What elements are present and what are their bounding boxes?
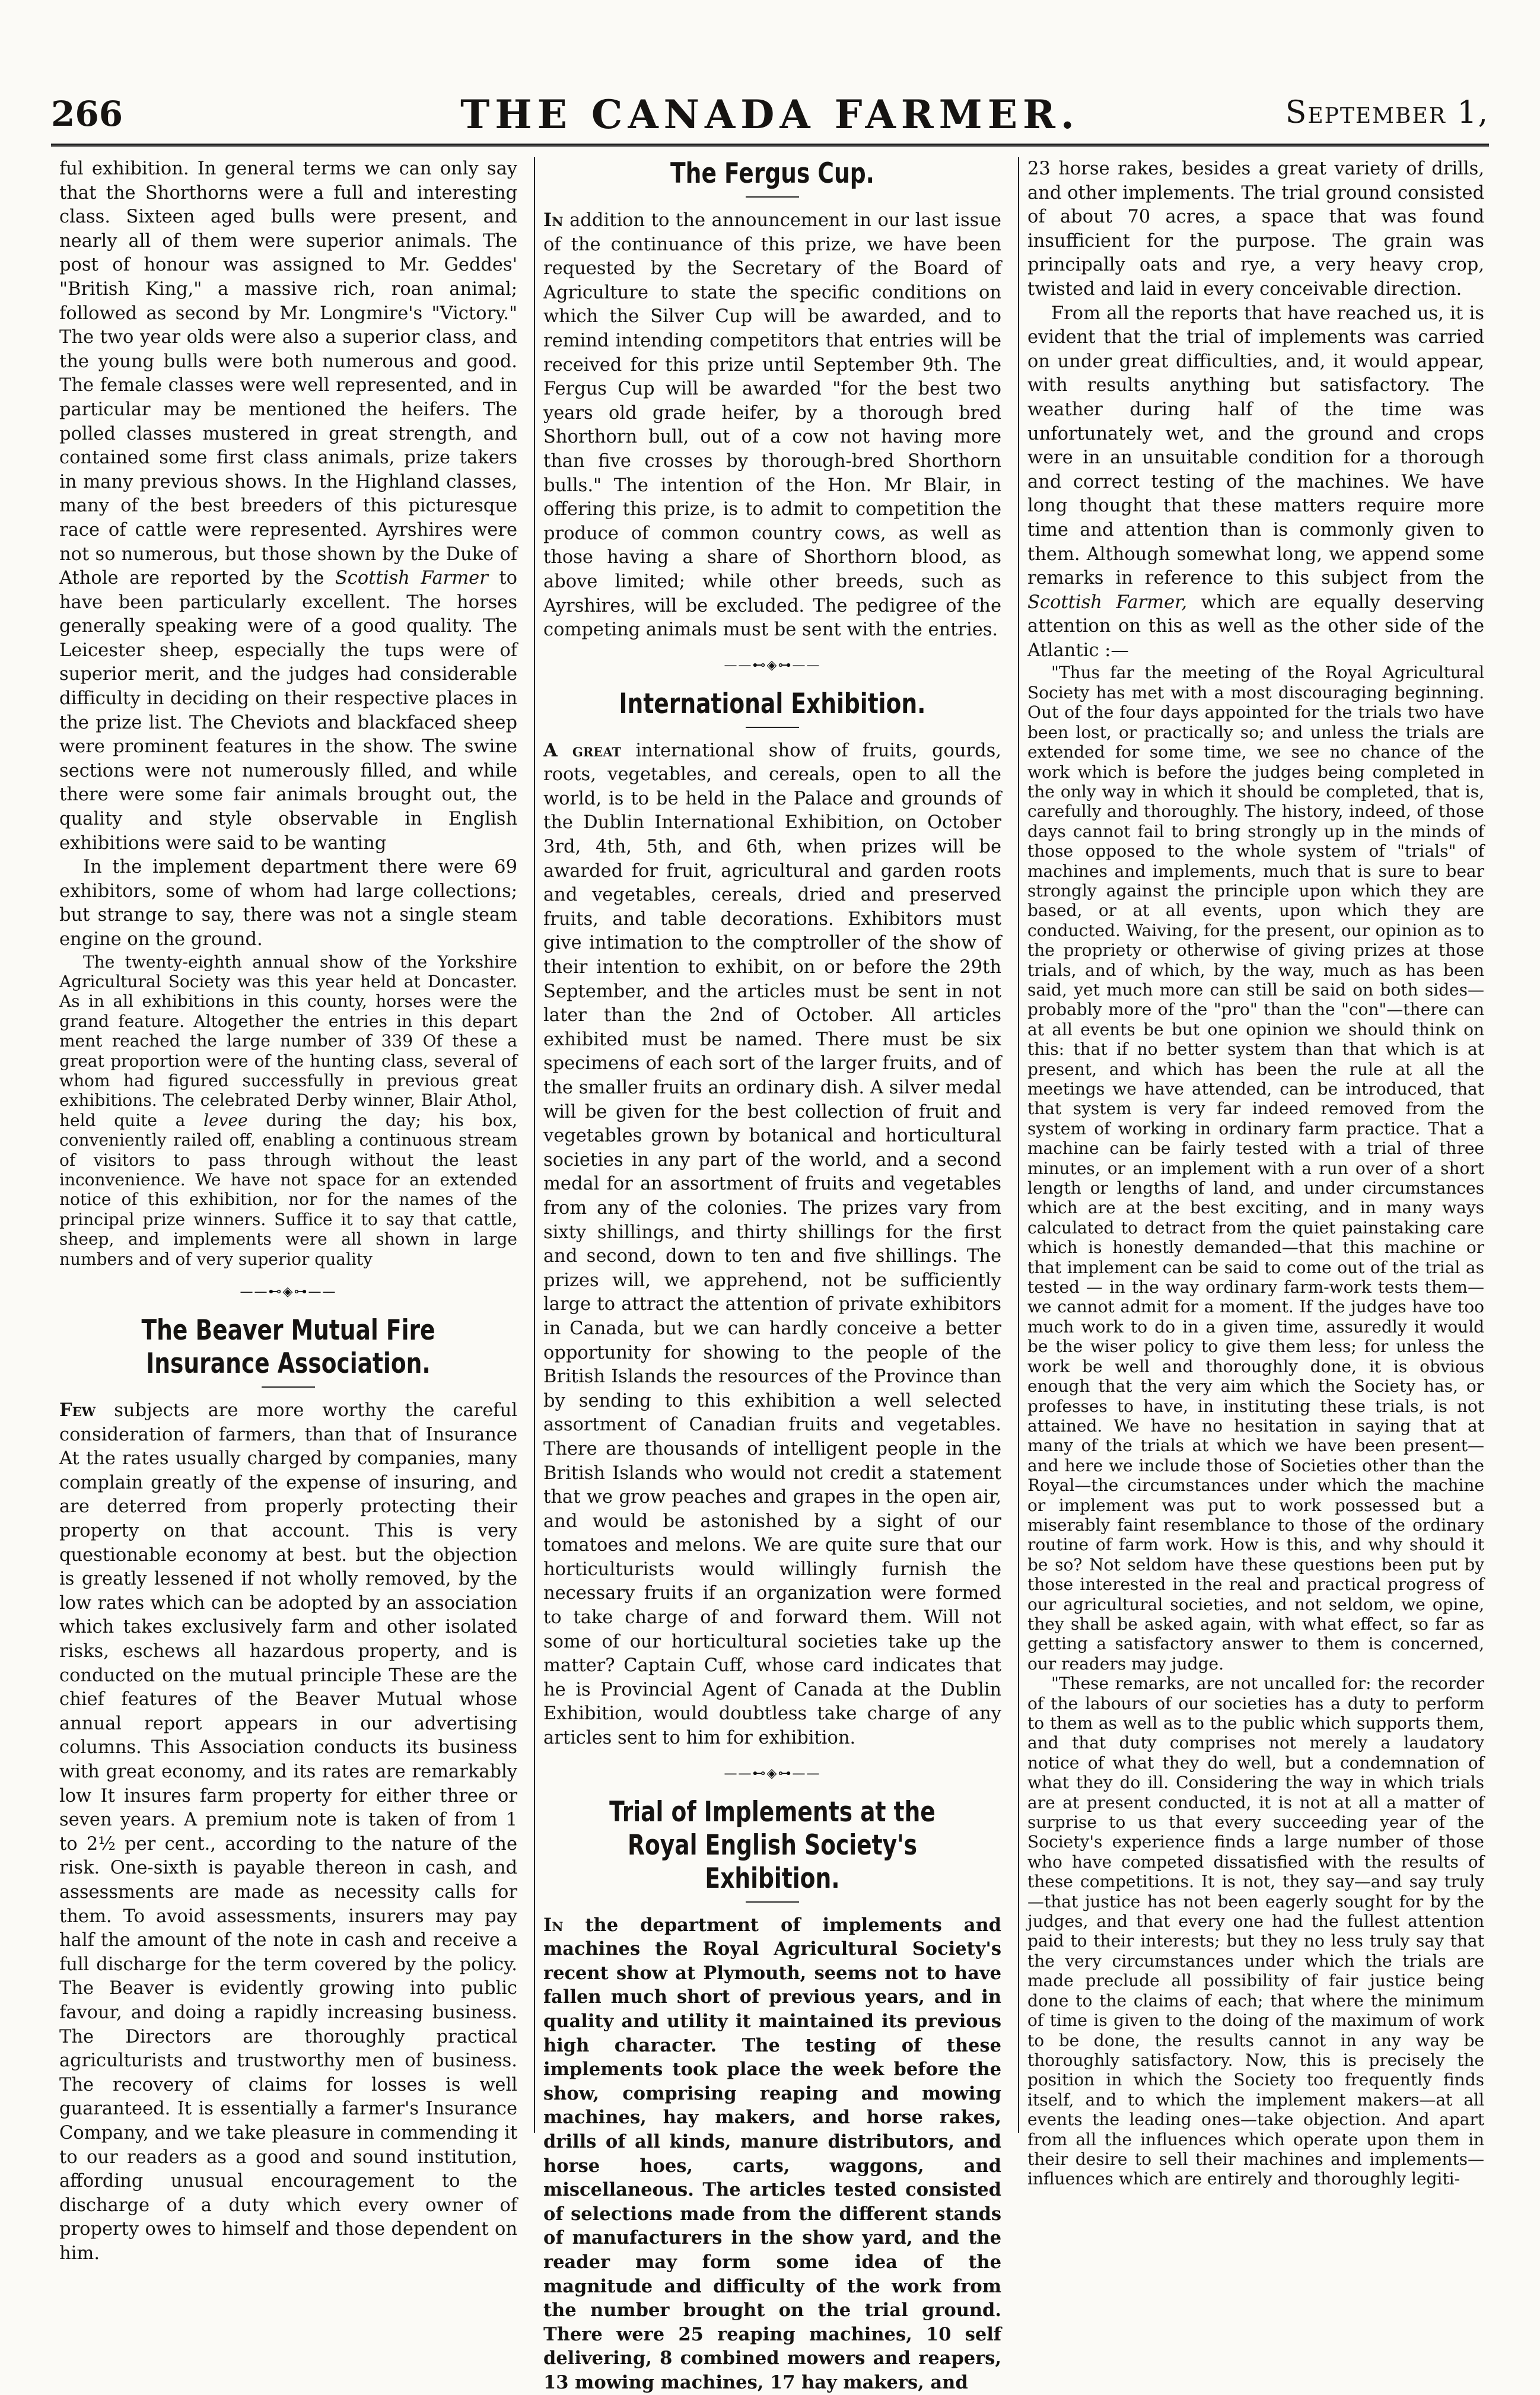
section-divider: ——⊷◈⊶—— <box>724 657 821 673</box>
issue-date: September 1, <box>1285 95 1489 131</box>
article-text: In the implement department there were 69 exhibitors, some of whom had large collections; but strange to say, there was not a single steam engine on the ground. <box>59 857 517 950</box>
column-1 <box>51 157 526 2264</box>
column-3 <box>1018 157 1493 2189</box>
quoted-text: "These remarks, are not uncalled for: the recorder of the labours of our societies has a duty to perform to them as well as to the public which supports them, and that duty comprises not merely a laudatory notice of what they do well, but a condemnation of what they do ill. Considering the way in which trials are at present conducted, it is not at all a matter of surprise to us that every succeeding year of the Society's experience finds a large number of those who have competed dissatisfied with the results of these competitions. It is not, they say—and say truly—that justice has not been eagerly sought for by the judges, and that every one had the fullest attention paid to their interests; but they no less truly say that the very circumstances under which the trials are made preclude all possibility of fair justice being done to the claims of each; that where the minimum of time is given to the doing of the maximum of work to be done, the results cannot in any way be thoroughly satisfactory. Now, this is precisely the position in which the Society too frequently finds itself, and to which the implement makers—at all events the leading ones—take objection. And apart from all the influences which operate upon them in their desire to sell their machines and implements—influences which are entirely and thoroughly legiti- <box>1027 1674 1484 2189</box>
headline-rule <box>746 196 799 198</box>
article-text: In the department of implements and machines the Royal Agricultural Society's recent show at Plymouth, seems not to have fallen much short of previous years, and in quality and utility it maintained its previous high character. The testing of these implements took place the week before the show, comprising reaping and mowing machines, hay makers, and horse rakes, drills of all kinds, manure distributors, and horse hoes, carts, waggons, and miscellaneous. The articles tested consisted of selections made from the different stands of manufacturers in the show yard, and the reader may form some idea of the magnitude and difficulty of the work from the number brought on the trial ground. There were 25 reaping machines, 10 self delivering, 8 combined mowers and reapers, 13 mowing machines, 17 hay makers, and <box>543 1914 1001 2393</box>
headline-rule <box>746 1901 799 1903</box>
article-text: In addition to the announcement in our last issue of the continuance of this prize, we have been requested by the Secretary of the Board of Agriculture to state the specific conditions on which the Silver Cup will be awarded, and to remind intending competitors that entries will be received for this prize until September 9th. The Fergus Cup will be awarded "for the best two years old grade heifer, by a thorough bred Shorthorn bull, out of a cow not having more than five crosses by thorough-bred Shorthorn bulls." The intention of the Hon. Mr Blair, in offering this prize, is to admit to competition the produce of common country cows, as well as those having a share of Shorthorn blood, as above limited; while other breeds, such as Ayrshires, will be excluded. The pedigree of the competing animals must be sent with the entries. <box>543 209 1001 641</box>
page-number: 266 <box>51 94 123 134</box>
headline-international-exhibition: International Exhibition. <box>619 687 926 720</box>
article-text: 23 horse rakes, besides a great variety of drills, and other implements. The trial ground consisted of about 70 acres, a space that was found insufficient for the purpose. The grain was principally oats and rye, a very heavy crop, twisted and laid in every conceivable direction. <box>1027 158 1484 300</box>
headline-beaver-insurance: The Beaver Mutual Fire Insurance Association. <box>141 1314 435 1381</box>
headline-fergus-cup: The Fergus Cup. <box>670 157 874 190</box>
headline-rule <box>262 1386 315 1388</box>
section-divider: ——⊷◈⊶—— <box>724 1766 821 1781</box>
headline-rule <box>746 727 799 728</box>
article-text: A great international show of fruits, gourds, roots, vegetables, and cereals, open to all the world, is to be held in the Palace and grounds of the Dublin International Exhibition, on October 3rd, 4th, 5th, and 6th, when prizes will be awarded for fruit, agricultural and garden roots and vegetables, cereals, dried and preserved fruits, and table decorations. Exhibitors must give intimation to the comptroller of the show of their intention to exhibit, on or before the 29th September, and the articles must be sent in not later than the 2nd of October. All articles exhibited must be named. There must be six specimens of each sort of the larger fruits, and of the smaller fruits an ordinary dish. A silver medal will be given for the best collection of fruit and vegetables grown by botanical and horticultural societies in any part of the world, and a second medal for an assortment of fruits and vegetables from any of the colonies. The prizes vary from sixty shillings, and thirty shillings for the first and second, down to ten and five shillings. The prizes will, we apprehend, not be sufficiently large to attract the attention of private exhibitors in Canada, but we can hardly conceive a better opportunity for showing to the people of the British Islands the resources of the Province than by sending to this exhibition a well selected assortment of Canadian fruits and vegetables. There are thousands of intelligent people in the British Islands who would not credit a statement that we grow peaches and grapes in the open air, and would be astonished by a sight of our tomatoes and melons. We are quite sure that our horticulturists would willingly furnish the necessary fruits if an organization were formed to take charge of and forward them. Will not some of our horticultural societies take up the matter? Captain Cuff, whose card indicates that he is Provincial Agent of Canada at the Dublin Exhibition, would doubtless take charge of any articles sent to him for exhibition. <box>543 739 1001 1749</box>
newspaper-title: THE CANADA FARMER. <box>460 91 1080 138</box>
column-2 <box>534 157 1010 2393</box>
section-divider: ——⊷◈⊶—— <box>240 1284 337 1300</box>
masthead <box>51 89 1489 147</box>
headline-trial-of-implements: Trial of Implements at the Royal English Society's Exhibition. <box>609 1795 936 1895</box>
article-text: The twenty-eighth annual show of the Yorkshire Agricultural Society was this year held at Doncaster. As in all exhibitions in this county, horses were the grand feature. Altogether the entries in this depart ment reached the large number of 339 Of these a great proportion were of the hunting class, several of whom had figured successfully in previous great exhibitions. The celebrated Derby winner, Blair Athol, held quite a levee during the day; his box, conveniently railed off, enabling a continuous stream of visitors to pass through without the least inconvenience. We have not space for an extended notice of this exhibition, nor for the names of the principal prize winners. Suffice it to say that cattle, sheep, and implements were all shown in large numbers and of very superior quality <box>59 952 518 1269</box>
article-text: ful exhibition. In general terms we can only say that the Shorthorns were a full and interesting class. Sixteen aged bulls were present, and nearly all of them were superior animals. The post of honour was assigned to Mr. Geddes' "British King," a massive rich, roan animal; followed as second by Mr. Longmire's "Victory." The two year olds were also a superior class, and the young bulls were both numerous and good. The female classes were well represented, and in particular may be mentioned the heifers. The polled classes mustered in great strength, and contained some first class animals, prize takers in many previous shows. In the Highland classes, many of the best breeders of this picturesque race of cattle were represented. Ayrshires were not so numerous, but those shown by the Duke of Athole are reported by the Scottish Farmer to have been particularly excellent. The horses generally speaking were of a good quality. The Leicester sheep, especially the tups were of superior merit, and the judges had considerable difficulty in deciding on their respective places in the prize list. The Cheviots and blackfaced sheep were prominent features in the show. The swine sections were not numerously filled, and while there were some fair animals brought out, the quality and style observable in English exhibitions were said to be wanting <box>59 158 517 854</box>
article-text: From all the reports that have reached us, it is evident that the trial of implements was carried on under great difficulties, and, it would appear, with results anything but satisfactory. The weather during half of the time was unfortunately wet, and the ground and crops were in an unsuitable condition for a thorough and correct testing of the machines. We have long thought that these matters require more time and attention than is commonly given to them. Although somewhat long, we append some remarks in reference to this subject from the Scottish Farmer, which are equally deserving attention on this as well as the other side of the Atlantic :— <box>1027 303 1485 661</box>
article-text: Few subjects are more worthy the careful consideration of farmers, than that of Insurance At the rates usually charged by companies, many complain greatly of the expense of insuring, and are deterred from properly protecting their property on that account. This is very questionable economy at best. but the objection is greatly lessened if not wholly removed, by the low rates which can be adopted by an association which takes exclusively farm and other isolated risks, eschews all hazardous property, and is conducted on the mutual principle These are the chief features of the Beaver Mutual whose annual report appears in our advertising columns. This Association conducts its business with great economy, and its rates are remarkably low It insures farm property for either three or seven years. A premium note is taken of from 1 to 2½ per cent., according to the nature of the risk. One-sixth is payable thereon in cash, and assessments are made as necessity calls for them. To avoid assessments, insurers may pay half the amount of the note in cash and receive a full discharge for the term covered by the policy. The Beaver is evidently growing into public favour, and doing a rapidly increasing business. The Directors are thoroughly practical agriculturists and trustworthy men of business. The recovery of claims for losses is well guaranteed. It is essentially a farmer's Insurance Company, and we take pleasure in commending it to our readers as a good and sound institution, affording unusual encouragement to the discharge of a duty which every owner of property owes to himself and those dependent on him. <box>59 1400 517 2264</box>
quoted-text: "Thus far the meeting of the Royal Agricultural Society has met with a most discouraging beginning. Out of the four days appointed for the trials two have been lost, or practically so; and unless the trials are extended for some time, we see no chance of the work which is before the judges being completed in the only way in which it should be completed, that is, carefully and thoroughly. The history, indeed, of those days cannot fail to bring strongly up in the minds of those opposed to the whole system of "trials" of machines and implements, much that is sure to bear strongly against the principle upon which they are based, or at all events, upon which they are conducted. Waiving, for the present, our opinion as to the propriety or otherwise of giving prizes at those trials, and of which, by the way, much as has been said, yet much more can still be said on both sides—probably more of the "pro" than the "con"—there can at all events be but one opinion we should think on this: that if no better system than that which is at present, and which has been the rule at all the meetings we have attended, can be introduced, that that system is very far indeed removed from the system of working in ordinary farm practice. That a machine can be fairly tested with a trial of three minutes, or an implement with a run over of a short length or lengths of land, and under circumstances which are at the best exciting, and in many ways calculated to detract from the quiet painstaking care which is honestly demanded—that this machine or that implement can be said to come out of the trial as tested — in the way ordinary farm-work tests them—we cannot admit for a moment. If the judges have too much work to do in a given time, assuredly it would be the wiser policy to give them less; for unless the work be well and thoroughly done, it is obvious enough that the very aim which the Society has, or professes to have, in instituting these trials, is not attained. We have no hesitation in saying that at many of the trials at which we have been present—and here we include those of Societies other than the Royal—the circumstances under which the machine or implement was put to work possessed but a miserably faint resemblance to those of the ordinary routine of farm work. How is this, and why should it be so? Not seldom have these questions been put by those interested in the real and practical progress of our agricultural societies, and not seldom, we opine, they shall be asked again, with what effect, so far as getting a satisfactory answer to them is concerned, our readers may judge. <box>1027 663 1484 1674</box>
